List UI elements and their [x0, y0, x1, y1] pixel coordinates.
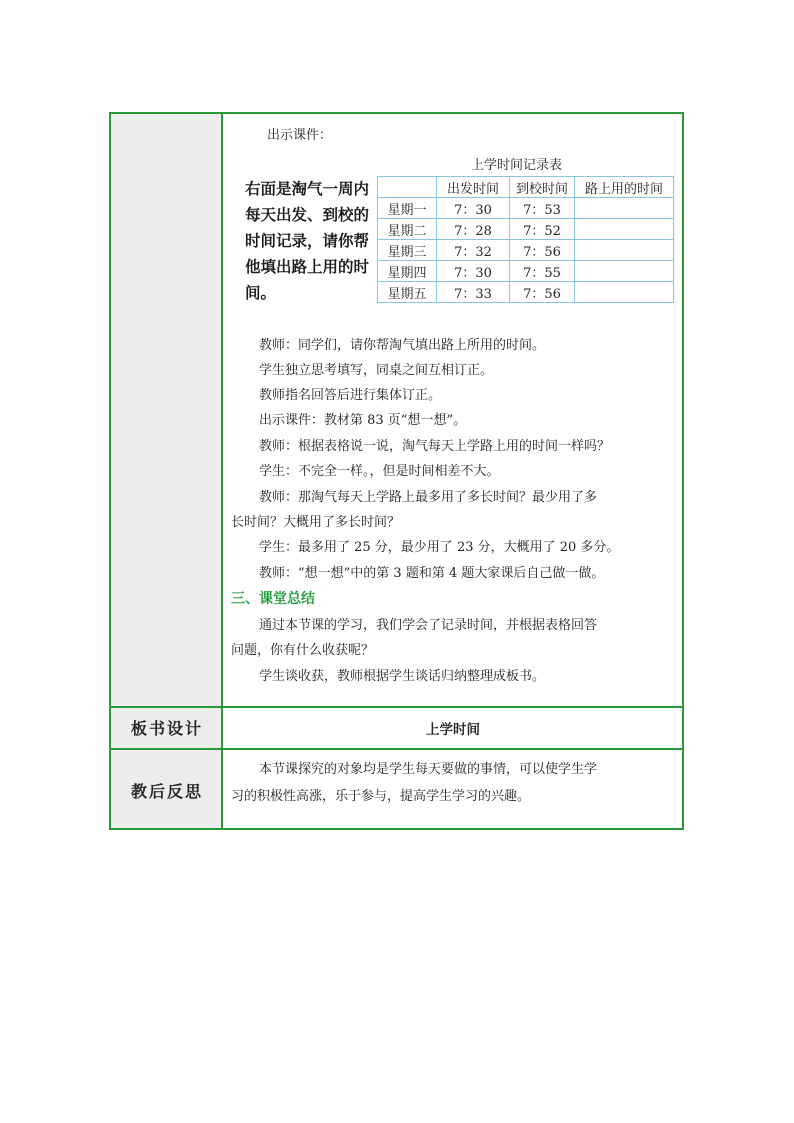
table-cell: 7：33 — [437, 282, 510, 303]
table-cell: 星期四 — [378, 261, 437, 282]
reflection-label: 教后反思 — [130, 782, 203, 801]
table-cell — [575, 198, 674, 219]
table-header-row — [378, 177, 674, 198]
table-cell — [575, 219, 674, 240]
row-divider — [111, 706, 682, 708]
table-cell — [575, 261, 674, 282]
table-cell: 7：30 — [437, 198, 510, 219]
dialogue-line: 教师：“想一想”中的第 3 题和第 4 题大家课后自己做一做。 — [259, 566, 605, 581]
table-cell: 7：28 — [437, 219, 510, 240]
table-header-cell: 到校时间 — [510, 177, 575, 198]
dialogue-line: 教师：同学们，请你帮淘气填出路上所用的时间。 — [259, 338, 546, 353]
board-design-label: 板书设计 — [130, 719, 203, 738]
dialogue-line: 教师：根据表格说一说，淘气每天上学路上用的时间一样吗？ — [259, 439, 611, 454]
section-heading: 三、课堂总结 — [231, 591, 315, 607]
record-table-title: 上学时间记录表 — [471, 158, 563, 173]
courseware-prompt: 右面是淘气一周内每天出发、到校的时间记录，请你帮他填出路上用的时间。 — [245, 179, 370, 302]
dialogue-line: 出示课件：教材第 83 页“想一想”。 — [259, 413, 467, 428]
table-cell: 7：32 — [437, 240, 510, 261]
table-row — [378, 198, 674, 219]
dialogue-line: 长时间？大概用了多长时间？ — [231, 515, 401, 530]
dialogue-line: 学生：最多用了 25 分，最少用了 23 分，大概用了 20 多分。 — [259, 540, 620, 555]
table-row — [378, 219, 674, 240]
table-cell: 7：53 — [510, 198, 575, 219]
table-cell: 星期五 — [378, 282, 437, 303]
dialogue-line: 教师指名回答后进行集体订正。 — [259, 388, 442, 403]
table-cell: 星期二 — [378, 219, 437, 240]
table-header-cell — [378, 177, 437, 198]
teaching-process-cell — [227, 114, 679, 704]
table-cell: 7：55 — [510, 261, 575, 282]
school-time-record-table — [377, 176, 674, 303]
summary-line: 学生谈收获，教师根据学生谈话归纳整理成板书。 — [259, 669, 546, 684]
table-header-cell: 出发时间 — [437, 177, 510, 198]
table-cell: 7：56 — [510, 240, 575, 261]
dialogue-line: 学生：不完全一样。，但是时间相差不大。 — [259, 464, 500, 479]
table-cell: 7：30 — [437, 261, 510, 282]
table-row — [378, 261, 674, 282]
intro-text: 出示课件： — [267, 128, 333, 143]
dialogue-line: 教师：那淘气每天上学路上最多用了多长时间？最少用了多 — [259, 490, 598, 505]
table-header-cell: 路上用的时间 — [575, 177, 674, 198]
table-row — [378, 240, 674, 261]
summary-line: 问题，你有什么收获呢？ — [231, 643, 375, 658]
dialogue-line: 学生独立思考填写，同桌之间互相订正。 — [259, 363, 494, 378]
reflection-cell — [227, 750, 679, 830]
table-cell — [575, 240, 674, 261]
table-cell: 7：56 — [510, 282, 575, 303]
table-cell — [575, 282, 674, 303]
board-design-content: 上学时间 — [426, 722, 480, 738]
table-cell: 星期一 — [378, 198, 437, 219]
lesson-plan-table — [109, 112, 684, 830]
table-cell: 7：52 — [510, 219, 575, 240]
table-cell: 星期三 — [378, 240, 437, 261]
reflection-line: 习的积极性高涨，乐于参与，提高学生学习的兴趣。 — [231, 789, 531, 804]
table-row — [378, 282, 674, 303]
summary-line: 通过本节课的学习，我们学会了记录时间，并根据表格回答 — [259, 618, 598, 633]
courseware-image — [241, 154, 686, 317]
reflection-line: 本节课探究的对象均是学生每天要做的事情，可以使学生学 — [259, 762, 598, 777]
